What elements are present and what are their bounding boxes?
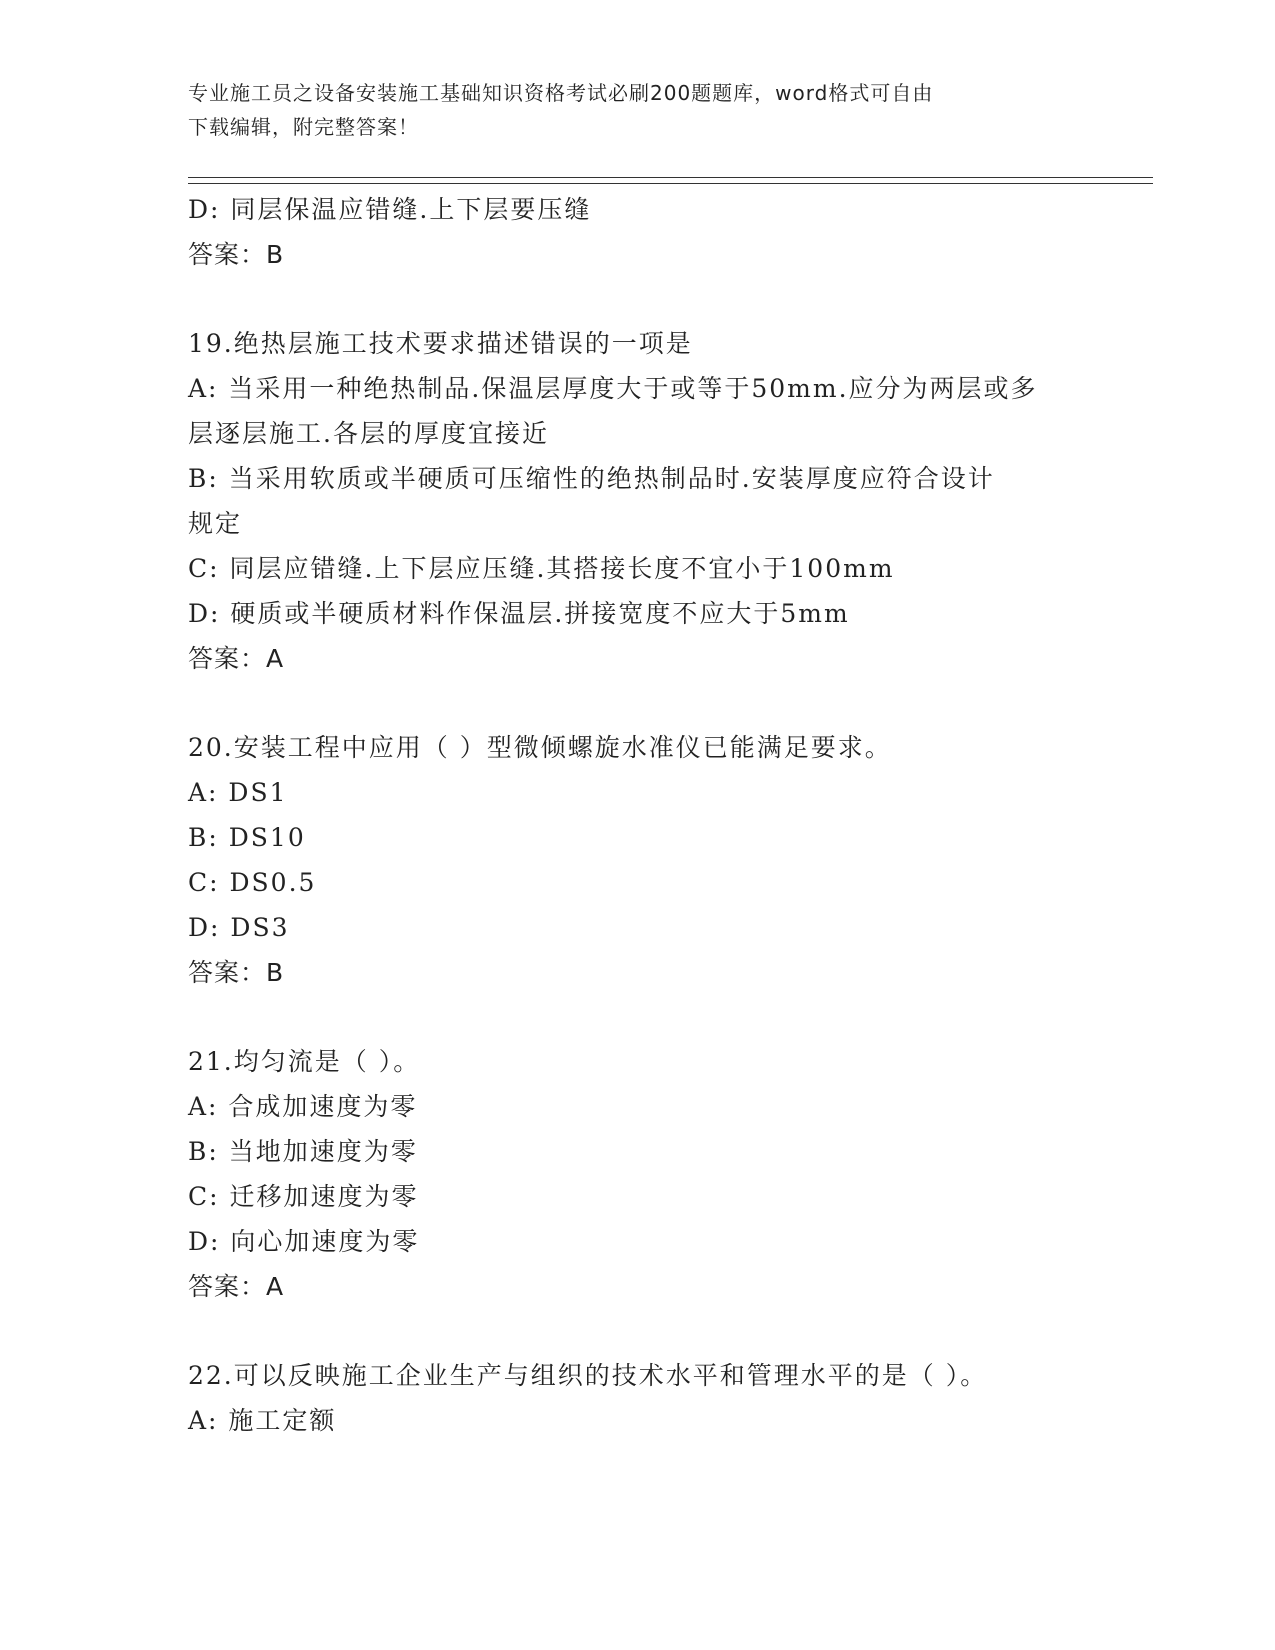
option-a: A: 施工定额 [188, 1406, 337, 1435]
previous-question-tail [188, 187, 1108, 277]
answer-text: 答案：B [188, 240, 285, 269]
option-d: D: 硬质或半硬质材料作保温层.拼接宽度不应大于5mm [188, 599, 850, 628]
option-c: C: DS0.5 [188, 868, 317, 897]
answer-text: 答案：B [188, 958, 285, 987]
question-stem: 21.均匀流是（ ）。 [188, 1047, 421, 1076]
option-d: D: DS3 [188, 913, 290, 942]
option-a-line-2: 层逐层施工.各层的厚度宜接近 [188, 419, 549, 448]
option-a: A: 合成加速度为零 [188, 1092, 418, 1121]
option-c: C: 迁移加速度为零 [188, 1182, 419, 1211]
question-stem: 22.可以反映施工企业生产与组织的技术水平和管理水平的是（ ）。 [188, 1361, 988, 1390]
option-b: B: 当地加速度为零 [188, 1137, 418, 1166]
option-d: D: 向心加速度为零 [188, 1227, 420, 1256]
option-a-line-1: A: 当采用一种绝热制品.保温层厚度大于或等于50mm.应分为两层或多 [188, 374, 1038, 403]
option-d: D: 同层保温应错缝.上下层要压缝 [188, 195, 592, 224]
option-c: C: 同层应错缝.上下层应压缝.其搭接长度不宜小于100mm [188, 554, 895, 583]
question-list [188, 187, 1108, 1443]
answer-text: 答案：A [188, 644, 285, 673]
header-divider-top [188, 177, 1153, 178]
question-stem: 19.绝热层施工技术要求描述错误的一项是 [188, 329, 693, 358]
option-a: A: DS1 [188, 778, 288, 807]
question-21 [188, 1039, 1108, 1309]
option-b: B: DS10 [188, 823, 306, 852]
question-19 [188, 321, 1108, 681]
document-header [188, 76, 1088, 144]
question-20 [188, 725, 1108, 995]
option-b-line-1: B: 当采用软质或半硬质可压缩性的绝热制品时.安装厚度应符合设计 [188, 464, 995, 493]
header-divider-bottom [188, 183, 1153, 184]
question-22 [188, 1353, 1108, 1443]
header-title-line-2: 下载编辑，附完整答案！ [188, 115, 419, 139]
question-stem: 20.安装工程中应用（ ）型微倾螺旋水准仪已能满足要求。 [188, 733, 892, 762]
answer-text: 答案：A [188, 1272, 285, 1301]
option-b-line-2: 规定 [188, 509, 243, 538]
header-title-line-1: 专业施工员之设备安装施工基础知识资格考试必刷200题题库，word格式可自由 [188, 81, 934, 105]
